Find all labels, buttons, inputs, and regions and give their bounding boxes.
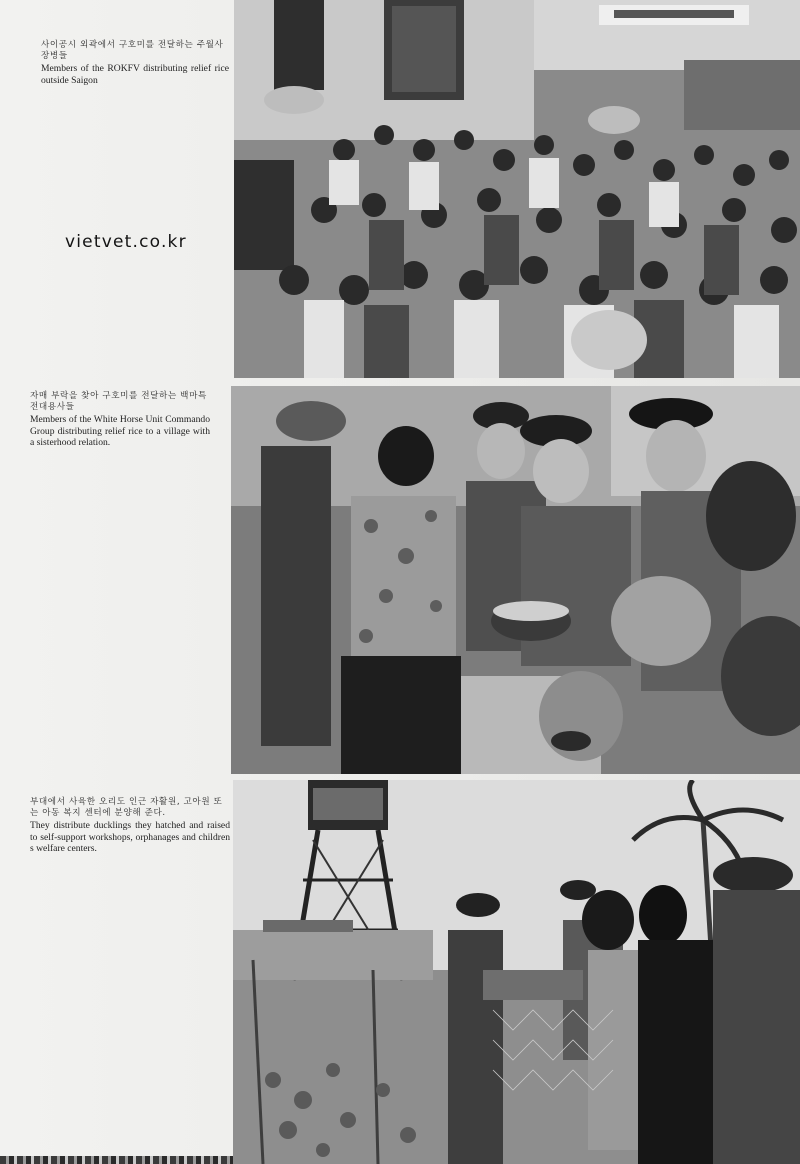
caption-ducklings (30, 797, 230, 855)
caption-korean: 사이공시 외곽에서 구호미를 전달하는 주월사 장병들 (41, 40, 224, 61)
caption-english: They distribute ducklings they hatched and raised to self-support workshops, orphanages and children s welfare centers. (30, 820, 230, 855)
caption-korean: 부대에서 사육한 오리도 인근 자활원, 고아원 또는 아동 복지 센터에 분양해 준다. (30, 797, 223, 818)
photo-commando-illustration (231, 386, 800, 774)
photo-ducklings-distribution (233, 780, 800, 1164)
watermark-text: vietvet.co.kr (65, 232, 187, 252)
caption-korean: 자매 부락을 찾아 구호미를 전달하는 백마특전대용사들 (30, 391, 207, 412)
caption-rokfv-relief-rice (41, 40, 229, 86)
photo-crowd-relief-rice (234, 0, 800, 378)
photo-crowd-illustration (234, 0, 800, 378)
photo-ducklings-illustration (233, 780, 800, 1164)
caption-english: Members of the White Horse Unit Commando Group distributing relief rice to a village with a sisterhood relation. (30, 414, 210, 449)
caption-english: Members of the ROKFV distributing relief rice outside Saigon (41, 63, 229, 86)
photo-commando-relief (231, 386, 800, 774)
page-bottom-edge (0, 1156, 233, 1164)
caption-white-horse-commando (30, 391, 210, 449)
